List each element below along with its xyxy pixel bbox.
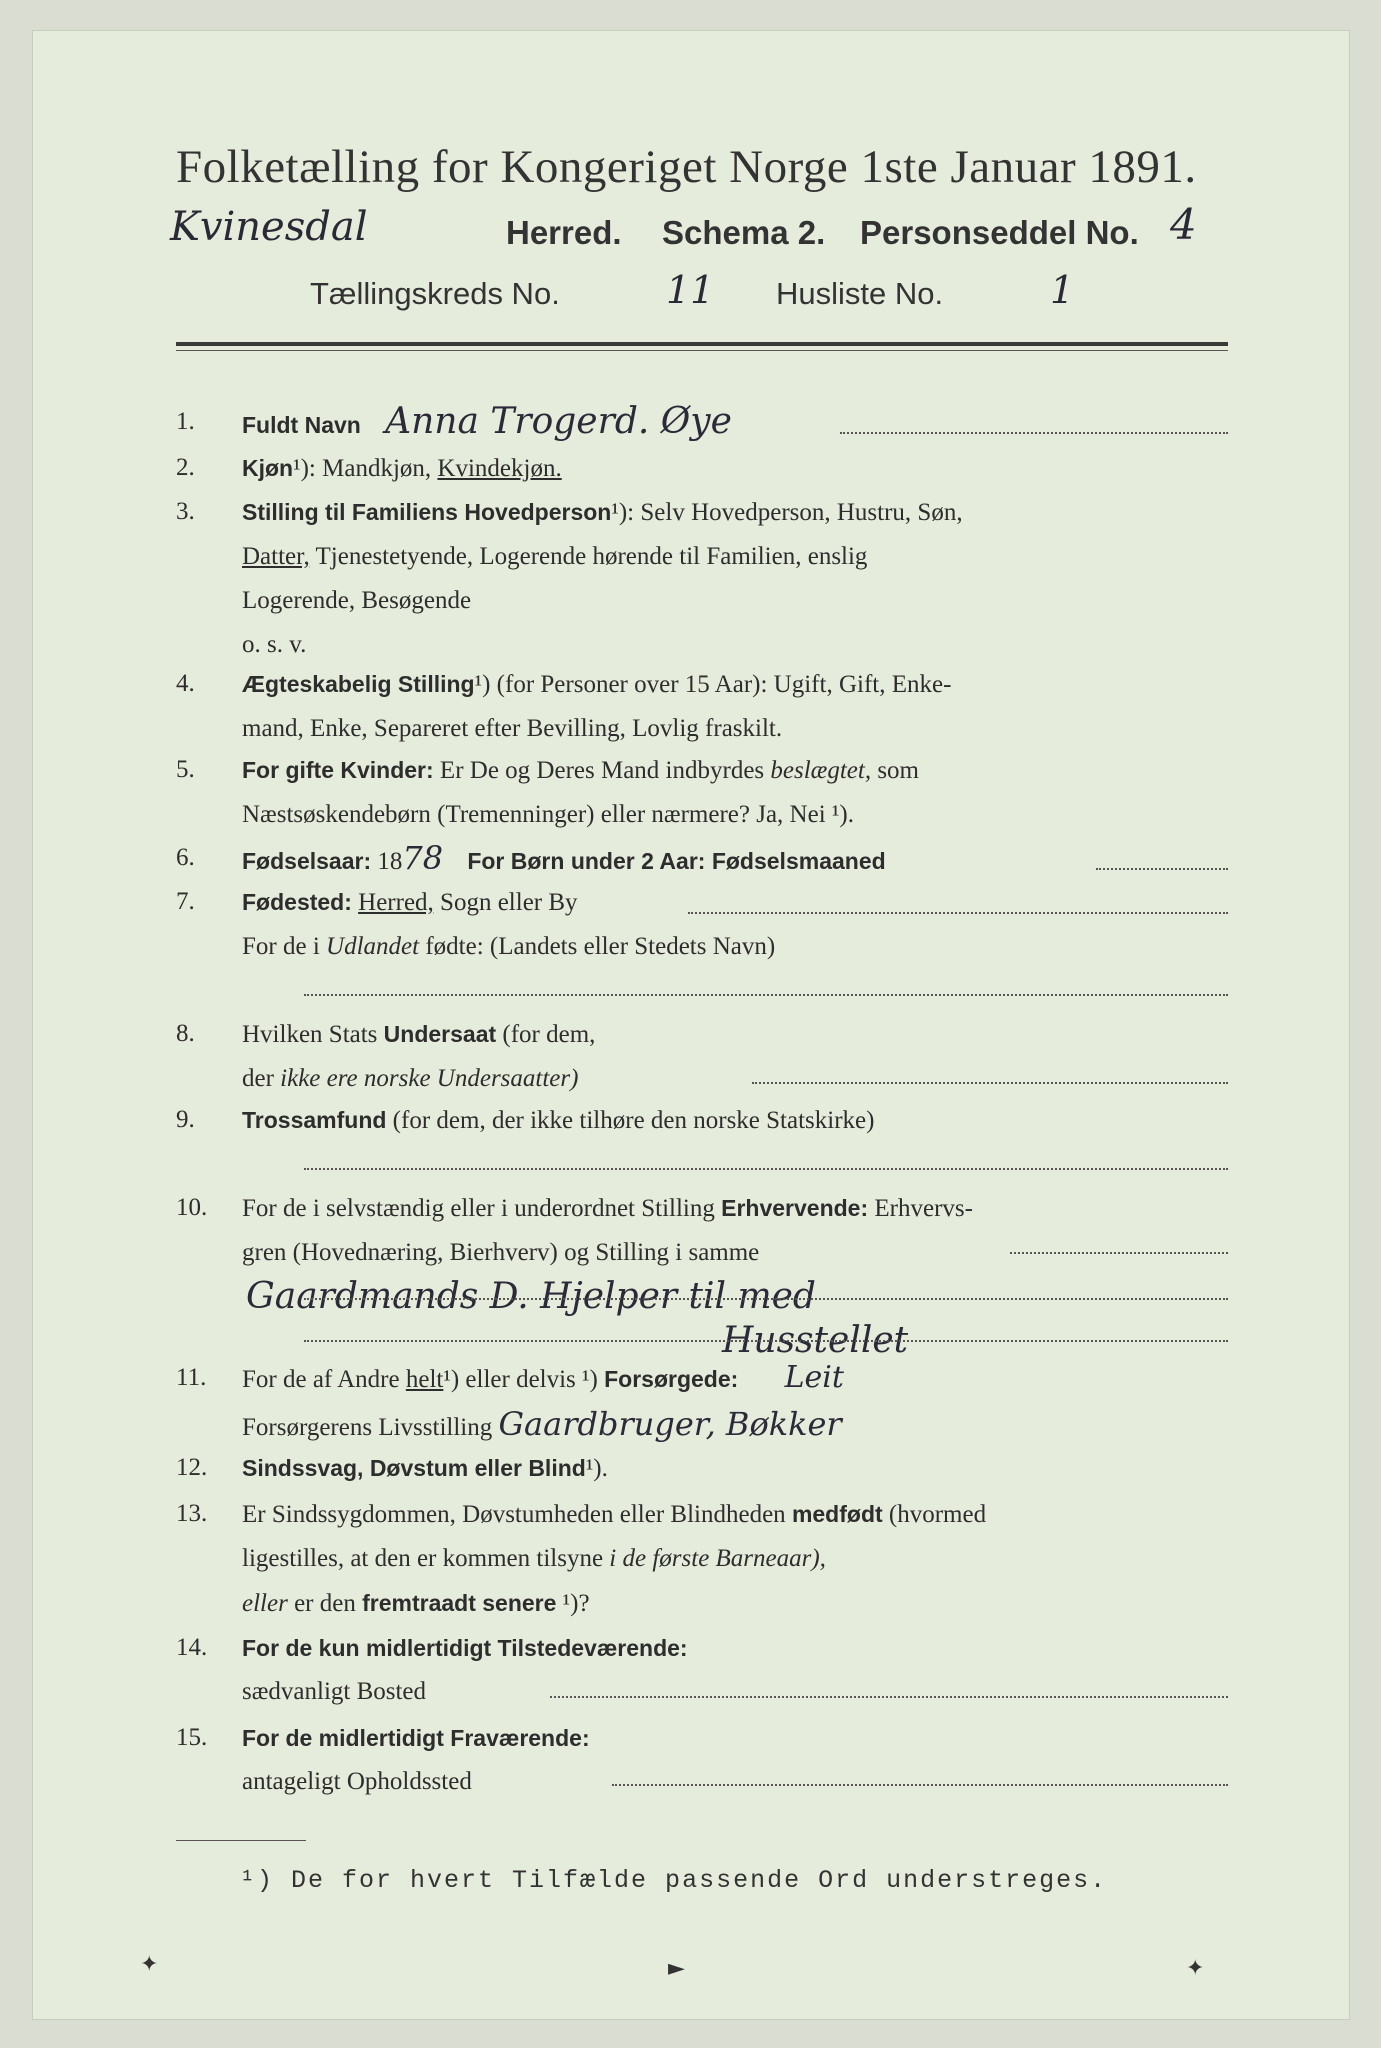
item-number: 6. — [176, 844, 195, 871]
question-text: Forsørgerens Livsstilling — [242, 1414, 493, 1441]
field-disability-onset — [176, 1492, 1228, 1624]
option-helt-selected: helt — [405, 1366, 444, 1393]
footnote-ref: ¹): — [611, 499, 635, 526]
herred-name: Kvinesdal — [170, 204, 368, 250]
item-body — [242, 880, 1228, 969]
question-text: For de af Andre — [242, 1366, 400, 1393]
field-temporary-present — [176, 1626, 1228, 1714]
birth-year-value: 78 — [402, 839, 444, 877]
header-rule — [176, 342, 1228, 346]
item-label: Kjøn — [242, 455, 294, 481]
item-label: medfødt — [791, 1501, 883, 1527]
item-label: For gifte Kvinder: — [242, 757, 434, 783]
field-citizenship — [176, 1012, 1228, 1100]
item-body — [242, 1492, 1228, 1626]
dotted-line — [612, 1784, 1228, 1786]
question-text: Er Sindssygdommen, Døvstumheden eller Blindheden — [242, 1501, 786, 1528]
item-body — [242, 748, 1228, 837]
question-text: antageligt Opholdssted — [242, 1768, 472, 1795]
option-herred-selected: Herred, — [358, 889, 434, 916]
header-rule-thin — [176, 350, 1228, 351]
item-number: 11. — [176, 1364, 207, 1391]
item-label: Sindssvag, Døvstum eller Blind — [242, 1455, 586, 1481]
field-temporary-absent — [176, 1716, 1228, 1804]
options-text: mand, Enke, Separeret efter Bevilling, Lovlig fraskilt. — [242, 715, 783, 742]
item-body — [242, 836, 1228, 884]
item-number: 7. — [176, 888, 195, 915]
options-text: o. s. v. — [242, 631, 307, 658]
options-text: Tjenestetyende, Logerende hørende til Familien, enslig — [315, 543, 868, 570]
field-religion — [176, 1098, 1228, 1142]
item-body — [242, 1356, 1228, 1450]
question-text: som — [877, 757, 920, 784]
dotted-line — [1096, 868, 1228, 870]
field-supported-persons — [176, 1356, 1228, 1444]
option-datter-selected: Datter, — [242, 543, 310, 570]
question-emphasis: i de første Barneaar), — [609, 1545, 826, 1572]
field-disability — [176, 1446, 1228, 1490]
field-marital-status — [176, 662, 1228, 750]
item-body — [242, 490, 1228, 667]
question-text: For de i selvstændig eller i underordnet Stilling — [242, 1195, 715, 1222]
item-label: Fuldt Navn — [242, 412, 361, 438]
field-full-name — [176, 400, 1228, 444]
item-body — [242, 446, 1228, 491]
item-label: Trossamfund — [242, 1107, 387, 1133]
item-number: 1. — [176, 408, 195, 435]
occupation-value-line2: Husstellet — [722, 1320, 909, 1361]
item-number: 14. — [176, 1634, 208, 1661]
footnote-ref: ¹). — [585, 1455, 608, 1482]
item-number: 9. — [176, 1106, 195, 1133]
item-number: 15. — [176, 1724, 208, 1751]
husliste-label: Husliste No. — [776, 276, 944, 311]
dotted-line — [304, 1298, 1228, 1300]
field-married-women — [176, 748, 1228, 836]
question-text: Erhvervs- — [874, 1195, 973, 1222]
question-emphasis: eller — [242, 1590, 288, 1617]
question-text: sædvanligt Bosted — [242, 1678, 427, 1705]
question-text: (for dem, — [502, 1021, 596, 1048]
question-text: (hvormed — [888, 1501, 987, 1528]
item-number: 3. — [176, 498, 195, 525]
item-body — [242, 1012, 1228, 1101]
item-number: 12. — [176, 1454, 208, 1481]
field-occupation — [176, 1186, 1228, 1361]
item-label: Stilling til Familiens Hovedperson — [242, 499, 612, 525]
item-body — [242, 1626, 1228, 1714]
item-label: Undersaat — [383, 1021, 497, 1047]
item-label: Forsørgede: — [604, 1366, 739, 1392]
birth-year-prefix: 18 — [377, 848, 403, 875]
options-text: ¹) (for Personer over 15 Aar): Ugift, Gift, Enke- — [474, 671, 952, 698]
item-label: Erhvervende: — [721, 1195, 869, 1221]
question-text: er den — [294, 1590, 356, 1617]
item-label: For de midlertidigt Fraværende: — [242, 1725, 590, 1751]
item-number: 2. — [176, 454, 195, 481]
personseddel-label: Personseddel No. — [860, 214, 1139, 251]
footnote-ref: ¹): — [293, 455, 316, 482]
tellingskreds-label: Tællingskreds No. — [310, 276, 560, 311]
occupation-value-line1: Gaardmands D. Hjelper til med — [246, 1276, 816, 1317]
field-sex — [176, 446, 1228, 490]
registration-mark: ► — [668, 1956, 685, 1981]
dotted-line — [550, 1696, 1228, 1698]
field-birth-year — [176, 836, 1228, 880]
tellingskreds-number: 11 — [666, 268, 715, 312]
item-body — [242, 1716, 1228, 1804]
options-text: Selv Hovedperson, Hustru, Søn, — [640, 499, 963, 526]
question-text: fødte: (Landets eller Stedets Navn) — [425, 933, 776, 960]
item-body — [242, 400, 1228, 448]
item-body — [242, 662, 1228, 751]
question-text: ¹)? — [562, 1590, 590, 1617]
supported-note: Leit — [784, 1360, 844, 1395]
item-number: 4. — [176, 670, 195, 697]
item-label: Ægteskabelig Stilling — [242, 671, 475, 697]
item-number: 10. — [176, 1194, 208, 1221]
question-text: Hvilken Stats — [242, 1021, 378, 1048]
options-text: Sogn eller By — [440, 889, 578, 916]
dotted-line — [1010, 1252, 1228, 1254]
full-name-value: Anna Trogerd. Øye — [385, 401, 732, 442]
husliste-number: 1 — [1050, 268, 1075, 312]
question-text: For de i — [242, 933, 320, 960]
provider-occupation-value: Gaardbruger, Bøkker — [498, 1405, 842, 1443]
subheader-line — [310, 270, 1210, 320]
item-body — [242, 1098, 1228, 1143]
dotted-line — [304, 1168, 1228, 1170]
registration-mark: ✦ — [1186, 1956, 1205, 1981]
item-number: 5. — [176, 756, 195, 783]
item-label: For de kun midlertidigt Tilstedeværende: — [242, 1635, 688, 1661]
question-text: gren (Hovednæring, Bierhverv) og Stilling i samme — [242, 1239, 760, 1266]
dotted-line — [752, 1082, 1228, 1084]
options-text: Logerende, Besøgende — [242, 587, 472, 614]
dotted-line — [304, 994, 1228, 996]
schema-label: Schema 2. — [662, 214, 826, 251]
question-text: ligestilles, at den er kommen tilsyne — [242, 1545, 604, 1572]
question-emphasis: beslægtet, — [770, 757, 872, 784]
question-text: (for dem, der ikke tilhøre den norske Statskirke) — [392, 1107, 875, 1134]
item-label: fremtraadt senere — [362, 1590, 557, 1616]
item-number: 8. — [176, 1020, 195, 1047]
birth-month-label: For Børn under 2 Aar: Fødselsmaaned — [467, 848, 886, 874]
item-label: Fødselsaar: — [242, 848, 372, 874]
dotted-line — [304, 1340, 1228, 1342]
dotted-line — [840, 432, 1228, 434]
registration-mark: ✦ — [140, 1952, 159, 1977]
field-birthplace — [176, 880, 1228, 968]
question-text: Næstsøskendebørn (Tremenninger) eller nærmere? Ja, Nei ¹). — [242, 801, 854, 828]
header-line — [170, 200, 1230, 260]
form-title: Folketælling for Kongeriget Norge 1ste Januar 1891. — [176, 141, 1197, 193]
question-emphasis: ikke ere norske Undersaatter) — [280, 1065, 579, 1092]
footnote-rule — [176, 1840, 306, 1841]
dotted-line — [688, 912, 1228, 914]
item-number: 13. — [176, 1500, 208, 1527]
field-family-position — [176, 490, 1228, 666]
item-body — [242, 1186, 1228, 1363]
question-text: ¹) eller delvis ¹) — [443, 1366, 598, 1393]
footnote: ¹) De for hvert Tilfælde passende Ord understreges. — [240, 1866, 1108, 1895]
herred-label: Herred. — [506, 214, 622, 251]
personseddel-number: 4 — [1170, 200, 1197, 249]
sex-option-male: Mandkjøn, — [322, 455, 432, 482]
question-text: der — [242, 1065, 274, 1092]
question-text: Er De og Deres Mand indbyrdes — [439, 757, 765, 784]
item-body — [242, 1446, 1228, 1491]
item-label: Fødested: — [242, 889, 352, 915]
question-emphasis: Udlandet — [326, 933, 420, 960]
sex-option-female-selected: Kvindekjøn. — [437, 455, 562, 482]
